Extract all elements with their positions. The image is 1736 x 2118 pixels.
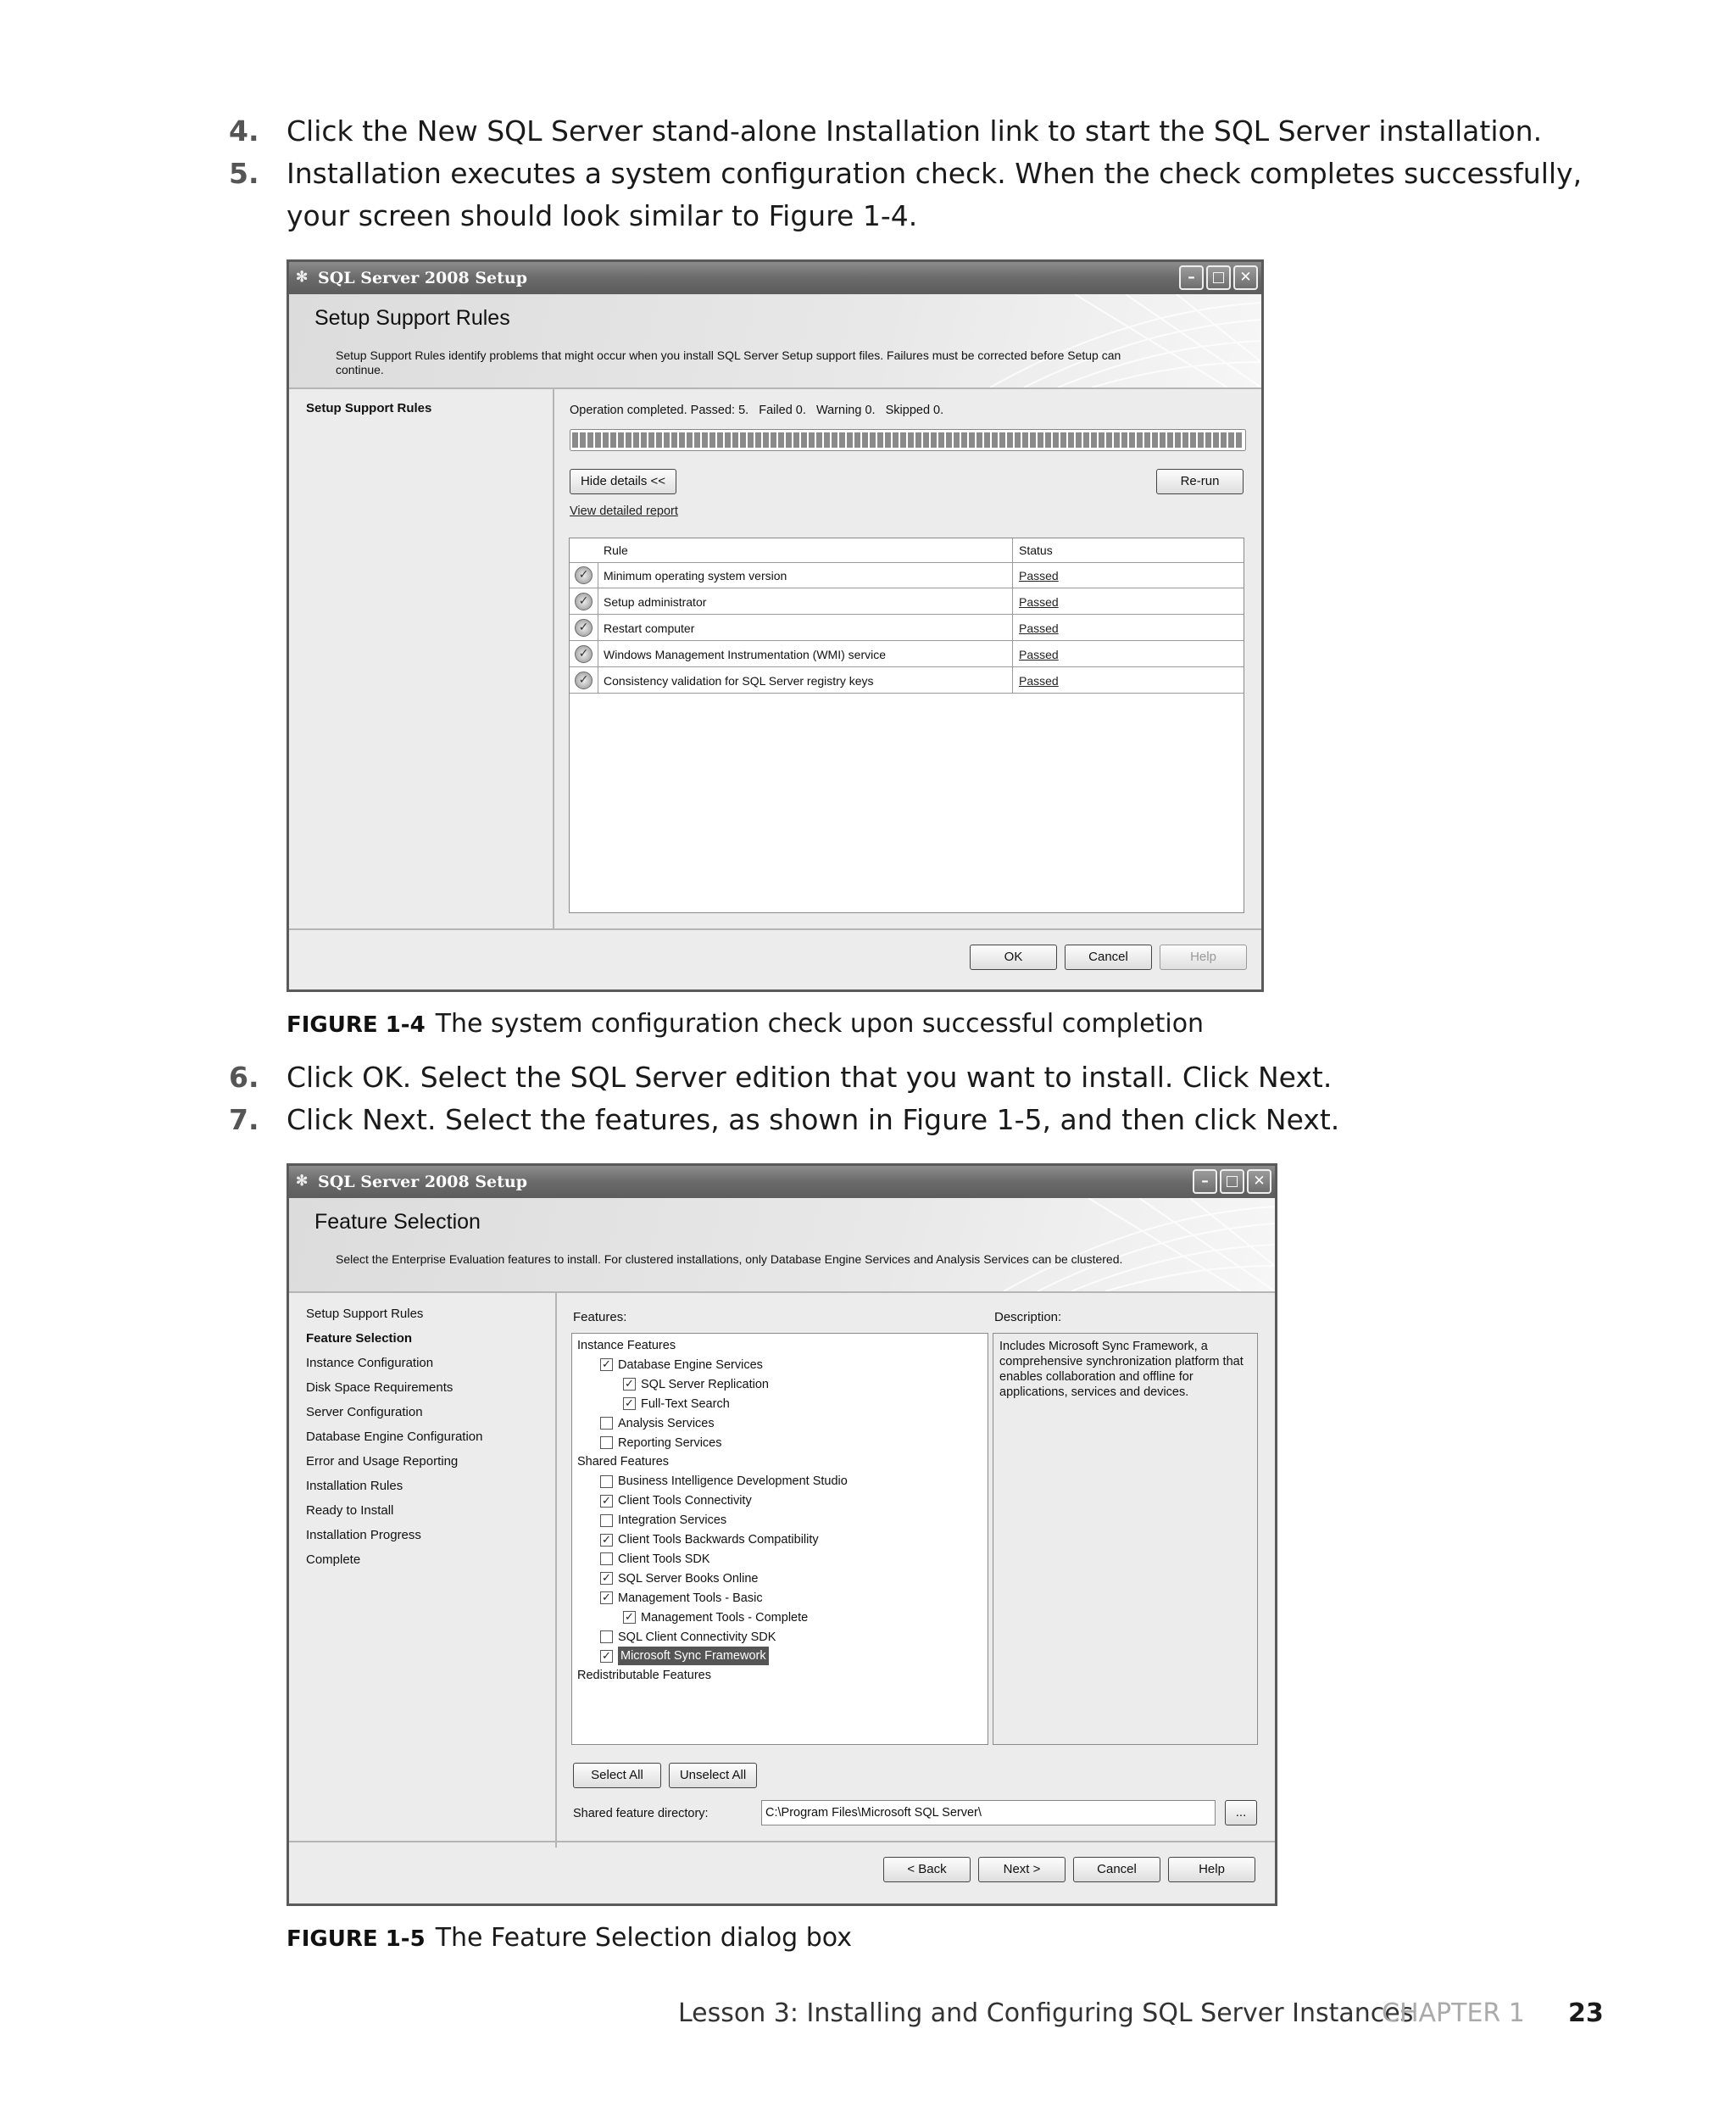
nav-item-installation-progress[interactable]: Installation Progress (306, 1528, 421, 1542)
progress-segment (1015, 432, 1021, 448)
feature-tree-item[interactable] (623, 1395, 730, 1413)
window-titlebar (289, 262, 1261, 294)
feature-label: Database Engine Services (618, 1357, 763, 1372)
checkbox-unchecked-icon[interactable] (600, 1436, 613, 1449)
checkbox-checked-icon[interactable]: ✓ (600, 1358, 613, 1371)
feature-tree-item[interactable] (600, 1491, 752, 1510)
feature-label: Management Tools - Complete (641, 1610, 809, 1625)
progress-segment (1205, 432, 1211, 448)
progress-segment (1114, 432, 1120, 448)
nav-item-database-engine-configuration[interactable]: Database Engine Configuration (306, 1430, 483, 1444)
progress-segment (908, 432, 914, 448)
feature-label: Analysis Services (618, 1416, 715, 1430)
rerun-button[interactable]: Re-run (1156, 469, 1244, 494)
row-divider (570, 693, 1244, 694)
feature-tree-item[interactable] (600, 1647, 769, 1665)
progress-segment (900, 432, 906, 448)
nav-item-error-usage-reporting[interactable]: Error and Usage Reporting (306, 1454, 459, 1469)
window-title: SQL Server 2008 Setup (318, 269, 527, 287)
progress-segment (603, 432, 609, 448)
progress-segment (1137, 432, 1143, 448)
progress-segment (885, 432, 891, 448)
header-subtitle: Setup Support Rules identify problems that might occur when you install SQL Server Setup support files. Failures must be corrected before Setup can continue. (336, 348, 1121, 376)
dialog-footer (289, 928, 1261, 989)
progress-segment (1099, 432, 1104, 448)
feature-tree-item[interactable] (600, 1628, 776, 1647)
progress-segment (839, 432, 845, 448)
left-navigation (289, 1293, 557, 1848)
progress-segment (854, 432, 860, 448)
shared-directory-label: Shared feature directory: (573, 1807, 709, 1820)
progress-segment (1167, 432, 1173, 448)
feature-label: Client Tools Connectivity (618, 1494, 752, 1508)
cancel-button[interactable]: Cancel (1073, 1857, 1160, 1882)
operation-status: Operation completed. Passed: 5. Failed 0. Warning 0. Skipped 0. (570, 404, 944, 417)
progress-segment (725, 432, 731, 448)
progress-segment (816, 432, 822, 448)
progress-segment (1190, 432, 1196, 448)
feature-tree-item[interactable] (577, 1452, 669, 1471)
checkbox-checked-icon[interactable]: ✓ (623, 1378, 636, 1391)
progress-segment (793, 432, 799, 448)
progress-segment (580, 432, 586, 448)
minimize-icon[interactable]: – (1179, 265, 1204, 290)
passed-check-icon: ✓ (575, 672, 593, 689)
feature-tree-item[interactable] (600, 1550, 710, 1569)
rule-name: Restart computer (604, 621, 695, 635)
table-header (570, 538, 1244, 563)
shared-directory-input[interactable]: C:\Program Files\Microsoft SQL Server\ (761, 1800, 1216, 1825)
feature-tree-item[interactable] (623, 1608, 808, 1627)
progress-segment (664, 432, 670, 448)
feature-label: Management Tools - Basic (618, 1591, 763, 1605)
progress-segment (1030, 432, 1036, 448)
progress-segment (778, 432, 784, 448)
progress-segment (1182, 432, 1188, 448)
hide-details-button[interactable]: Hide details << (570, 469, 676, 494)
setup-app-icon: ✻ (296, 1173, 309, 1190)
window-title: SQL Server 2008 Setup (318, 1173, 527, 1191)
progress-segment (633, 432, 639, 448)
progress-segment (702, 432, 708, 448)
progress-bar (570, 429, 1246, 451)
progress-segment (862, 432, 868, 448)
header-title: Feature Selection (314, 1210, 481, 1234)
progress-segment (595, 432, 601, 448)
header-title: Setup Support Rules (314, 306, 510, 330)
progress-segment (1160, 432, 1166, 448)
header-decoration (970, 1198, 1275, 1291)
nav-item-setup-support-rules[interactable]: Setup Support Rules (306, 401, 432, 415)
feature-tree-item[interactable] (600, 1589, 763, 1608)
nav-item-instance-configuration[interactable]: Instance Configuration (306, 1356, 434, 1370)
setup-app-icon: ✻ (296, 269, 309, 286)
feature-tree-item[interactable] (577, 1666, 711, 1685)
passed-check-icon: ✓ (575, 593, 593, 610)
progress-segment (984, 432, 990, 448)
column-separator (1012, 538, 1013, 694)
feature-tree-item[interactable] (600, 1414, 715, 1433)
window-titlebar (289, 1166, 1275, 1198)
progress-segment (915, 432, 921, 448)
progress-segment (1038, 432, 1043, 448)
feature-label: Shared Features (577, 1455, 670, 1469)
progress-segment (1121, 432, 1127, 448)
description-text: Includes Microsoft Sync Framework, a comprehensive synchronization platform that enables collaboration and offline for applications, services and devices. (999, 1340, 1244, 1399)
progress-segment (1236, 432, 1242, 448)
ok-button[interactable]: OK (970, 945, 1057, 970)
feature-label: Microsoft Sync Framework (618, 1647, 769, 1665)
nav-item-disk-space-requirements[interactable]: Disk Space Requirements (306, 1380, 453, 1395)
rule-status-link[interactable]: Passed (1019, 595, 1059, 609)
progress-segment (610, 432, 616, 448)
feature-label: SQL Client Connectivity SDK (618, 1630, 776, 1644)
progress-segment (618, 432, 624, 448)
progress-segment (1175, 432, 1181, 448)
progress-segment (999, 432, 1005, 448)
feature-tree-item[interactable] (600, 1356, 763, 1374)
rule-status-link[interactable]: Passed (1019, 621, 1059, 635)
footer-lesson-title: Lesson 3: Installing and Configuring SQL Server Instances (678, 1998, 1414, 2028)
progress-segment (1045, 432, 1051, 448)
checkbox-checked-icon[interactable]: ✓ (600, 1534, 613, 1547)
view-detailed-report-link[interactable]: View detailed report (570, 504, 678, 518)
browse-button[interactable]: ... (1225, 1800, 1257, 1825)
progress-segment (923, 432, 929, 448)
help-button: Help (1160, 945, 1247, 970)
rule-status-link[interactable]: Passed (1019, 648, 1059, 661)
passed-check-icon: ✓ (575, 566, 593, 584)
progress-segment (946, 432, 952, 448)
row-divider (570, 640, 1244, 641)
row-divider (570, 614, 1244, 615)
progress-segment (656, 432, 662, 448)
progress-segment (717, 432, 723, 448)
progress-segment (687, 432, 693, 448)
progress-segment (1228, 432, 1234, 448)
progress-segment (1091, 432, 1097, 448)
checkbox-checked-icon[interactable]: ✓ (623, 1397, 636, 1410)
maximize-icon[interactable]: □ (1206, 265, 1231, 290)
footer-chapter: CHAPTER 1 (1382, 1998, 1525, 2028)
progress-segment (931, 432, 937, 448)
feature-tree-item[interactable] (623, 1375, 769, 1394)
progress-segment (938, 432, 944, 448)
progress-segment (1053, 432, 1059, 448)
checkbox-checked-icon[interactable]: ✓ (600, 1572, 613, 1585)
progress-segment (1213, 432, 1219, 448)
checkbox-unchecked-icon[interactable] (600, 1552, 613, 1565)
progress-segment (1106, 432, 1112, 448)
feature-label: Business Intelligence Development Studio (618, 1474, 848, 1489)
description-box (993, 1333, 1258, 1745)
checkbox-checked-icon[interactable]: ✓ (600, 1650, 613, 1663)
feature-tree-item[interactable] (600, 1530, 819, 1549)
progress-segment (992, 432, 998, 448)
progress-segment (1007, 432, 1013, 448)
rule-status-link[interactable]: Passed (1019, 569, 1059, 582)
progress-segment (771, 432, 776, 448)
feature-selection-window (287, 1163, 1277, 1906)
feature-tree[interactable] (571, 1333, 988, 1745)
feature-label: Reporting Services (618, 1435, 722, 1450)
feature-label: Full-Text Search (641, 1396, 730, 1411)
progress-segment (572, 432, 578, 448)
checkbox-checked-icon[interactable]: ✓ (600, 1495, 613, 1508)
progress-segment (832, 432, 837, 448)
feature-tree-item[interactable] (600, 1472, 848, 1491)
progress-segment (694, 432, 700, 448)
progress-segment (1144, 432, 1150, 448)
setup-support-rules-window (287, 259, 1264, 992)
nav-item-setup-support-rules[interactable]: Setup Support Rules (306, 1307, 424, 1321)
progress-segment (1221, 432, 1227, 448)
figure-1-4-caption (287, 1009, 1204, 1039)
feature-label: Client Tools Backwards Compatibility (618, 1533, 819, 1547)
progress-segment (755, 432, 761, 448)
close-icon[interactable]: ✕ (1247, 1169, 1271, 1194)
checkbox-checked-icon[interactable]: ✓ (623, 1611, 636, 1624)
checkbox-unchecked-icon[interactable] (600, 1475, 613, 1488)
progress-segment (732, 432, 738, 448)
progress-segment (786, 432, 792, 448)
passed-check-icon: ✓ (575, 645, 593, 663)
figure-1-5-caption (287, 1923, 852, 1953)
progress-segment (954, 432, 960, 448)
progress-segment (709, 432, 715, 448)
checkbox-unchecked-icon[interactable] (600, 1514, 613, 1527)
progress-segment (1152, 432, 1158, 448)
feature-tree-item[interactable] (600, 1511, 726, 1530)
figure-label: FIGURE 1-4 (287, 1012, 426, 1038)
column-header-status[interactable]: Status (1019, 543, 1053, 557)
passed-check-icon: ✓ (575, 619, 593, 637)
minimize-icon[interactable]: – (1193, 1169, 1217, 1194)
next-button[interactable]: Next > (978, 1857, 1066, 1882)
feature-label: Integration Services (618, 1513, 727, 1528)
close-icon[interactable]: ✕ (1233, 265, 1258, 290)
dialog-footer (289, 1841, 1275, 1903)
progress-segment (969, 432, 975, 448)
progress-segment (748, 432, 754, 448)
progress-segment (1068, 432, 1074, 448)
maximize-icon[interactable]: □ (1220, 1169, 1244, 1194)
feature-label: SQL Server Replication (641, 1377, 769, 1391)
nav-item-server-configuration[interactable]: Server Configuration (306, 1405, 423, 1419)
figure-label: FIGURE 1-5 (287, 1926, 426, 1952)
select-all-button[interactable]: Select All (573, 1763, 661, 1788)
nav-item-complete[interactable]: Complete (306, 1552, 361, 1567)
feature-tree-item[interactable] (577, 1336, 676, 1355)
progress-segment (893, 432, 899, 448)
progress-segment (847, 432, 853, 448)
progress-segment (870, 432, 876, 448)
progress-segment (679, 432, 685, 448)
footer-page-number: 23 (1568, 1998, 1604, 2028)
progress-segment (641, 432, 647, 448)
dialog-header (289, 1198, 1275, 1293)
figure-caption-text: The Feature Selection dialog box (435, 1923, 852, 1953)
rule-name: Minimum operating system version (604, 569, 787, 582)
progress-segment (740, 432, 746, 448)
progress-segment (824, 432, 830, 448)
rules-table (569, 538, 1244, 913)
nav-item-installation-rules[interactable]: Installation Rules (306, 1479, 403, 1493)
progress-segment (801, 432, 807, 448)
feature-label: Redistributable Features (577, 1669, 711, 1683)
feature-tree-item[interactable] (600, 1434, 722, 1452)
cancel-button[interactable]: Cancel (1065, 945, 1152, 970)
progress-segment (626, 432, 632, 448)
rule-status-link[interactable]: Passed (1019, 674, 1059, 688)
back-button[interactable]: < Back (883, 1857, 971, 1882)
features-label: Features: (573, 1310, 627, 1324)
progress-segment (809, 432, 815, 448)
rule-name: Consistency validation for SQL Server registry keys (604, 674, 874, 688)
progress-segment (976, 432, 982, 448)
progress-segment (1060, 432, 1066, 448)
progress-segment (1198, 432, 1204, 448)
help-button[interactable]: Help (1168, 1857, 1255, 1882)
checkbox-unchecked-icon[interactable] (600, 1417, 613, 1430)
feature-label: SQL Server Books Online (618, 1571, 759, 1586)
description-label: Description: (994, 1310, 1062, 1324)
left-navigation (289, 389, 554, 928)
dialog-header (289, 294, 1261, 389)
figure-caption-text: The system configuration check upon successful completion (435, 1009, 1205, 1039)
checkbox-checked-icon[interactable]: ✓ (600, 1591, 613, 1604)
rule-name: Windows Management Instrumentation (WMI) service (604, 648, 886, 661)
feature-label: Instance Features (577, 1339, 676, 1352)
progress-segment (587, 432, 593, 448)
rule-name: Setup administrator (604, 595, 707, 609)
unselect-all-button[interactable]: Unselect All (669, 1763, 757, 1788)
feature-tree-item[interactable] (600, 1569, 758, 1588)
progress-segment (763, 432, 769, 448)
column-header-rule[interactable]: Rule (604, 543, 628, 557)
progress-segment (877, 432, 883, 448)
progress-segment (1022, 432, 1028, 448)
progress-segment (671, 432, 677, 448)
progress-segment (648, 432, 654, 448)
progress-segment (1129, 432, 1135, 448)
row-divider (570, 666, 1244, 667)
progress-segment (961, 432, 967, 448)
nav-item-ready-to-install[interactable]: Ready to Install (306, 1503, 394, 1518)
checkbox-unchecked-icon[interactable] (600, 1630, 613, 1643)
feature-label: Client Tools SDK (618, 1552, 710, 1566)
progress-segment (1083, 432, 1089, 448)
progress-segment (1076, 432, 1082, 448)
header-subtitle: Select the Enterprise Evaluation features to install. For clustered installations, only Database Engine Services and Analysis Services can be clustered. (336, 1252, 1123, 1266)
nav-item-feature-selection[interactable]: Feature Selection (306, 1331, 413, 1346)
